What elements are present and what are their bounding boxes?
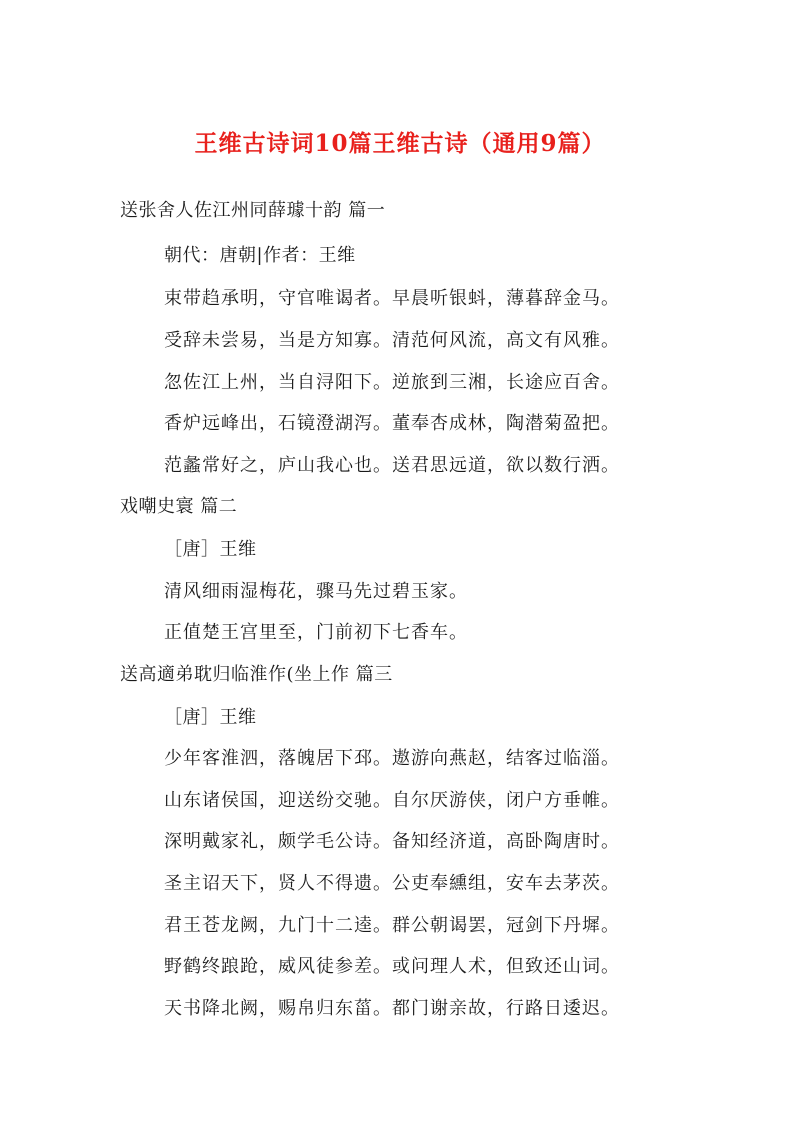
author-line: ［唐］王维	[164, 707, 257, 728]
author-line: 朝代：唐朝|作者：王维	[164, 245, 356, 266]
section-heading: 戏嘲史寰 篇二	[120, 496, 238, 517]
poem-line: 野鹤终踉跄，威风徒参差。或问理人术，但致还山词。	[164, 956, 620, 977]
poem-line: 清风细雨湿梅花，骤马先过碧玉家。	[164, 581, 468, 602]
poem-line: 天书降北阙，赐帛归东菑。都门谢亲故，行路日逶迟。	[164, 998, 620, 1019]
section-heading: 送张舍人佐江州同薛璩十韵 篇一	[120, 200, 386, 221]
poem-line: 受辞未尝易，当是方知寡。清范何风流，高文有风雅。	[164, 330, 620, 351]
poem-line: 香炉远峰出，石镜澄湖泻。董奉杏成林，陶潜菊盈把。	[164, 413, 620, 434]
poem-line: 山东诸侯国，迎送纷交驰。自尔厌游侠，闭户方垂帷。	[164, 790, 620, 811]
poem-line: 圣主诏天下，贤人不得遗。公吏奉纁组，安车去茅茨。	[164, 873, 620, 894]
poem-line: 忽佐江上州，当自浔阳下。逆旅到三湘，长途应百舍。	[164, 372, 620, 393]
poem-line: 君王苍龙阙，九门十二逵。群公朝谒罢，冠剑下丹墀。	[164, 915, 620, 936]
author-line: ［唐］王维	[164, 539, 257, 560]
poem-line: 正值楚王宫里至，门前初下七香车。	[164, 622, 468, 643]
poem-line: 少年客淮泗，落魄居下邳。遨游向燕赵，结客过临淄。	[164, 748, 620, 769]
poem-line: 深明戴家礼，颇学毛公诗。备知经济道，高卧陶唐时。	[164, 831, 620, 852]
document-title: 王维古诗词10篇王维古诗（通用9篇）	[194, 130, 606, 157]
section-heading: 送高適弟耽归临淮作(坐上作 篇三	[120, 664, 393, 685]
poem-line: 范蠡常好之，庐山我心也。送君思远道，欲以数行洒。	[164, 455, 620, 476]
poem-line: 束带趋承明，守官唯谒者。早晨听银蚪，薄暮辞金马。	[164, 288, 620, 309]
